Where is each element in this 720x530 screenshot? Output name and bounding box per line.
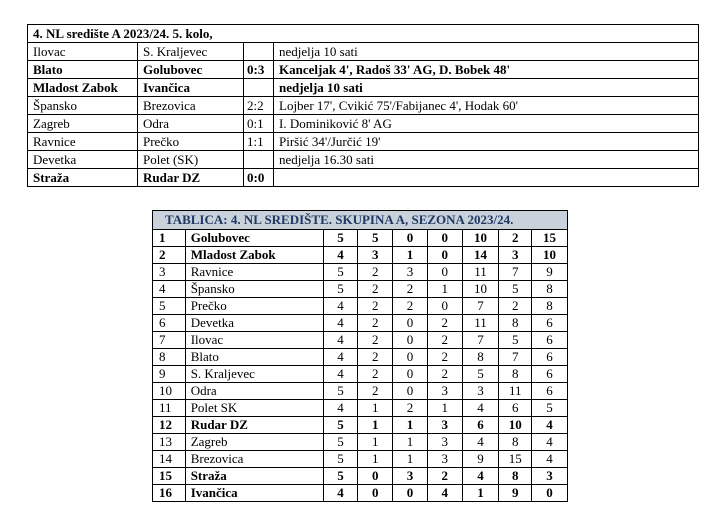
match-home-team: Straža [28, 169, 138, 187]
standings-wins: 0 [358, 468, 393, 485]
match-note: Kanceljak 4', Radoš 33' AG, D. Bobek 48' [274, 61, 699, 79]
match-home-team: Mladost Zabok [28, 79, 138, 97]
standings-points: 3 [532, 468, 568, 485]
standings-title-row [153, 211, 568, 230]
match-note [274, 169, 699, 187]
match-row [28, 115, 699, 133]
standings-goals-against: 8 [499, 315, 532, 332]
standings-goals-against: 3 [499, 247, 532, 264]
standings-goals-for: 10 [462, 281, 499, 298]
standings-draws: 0 [393, 230, 428, 247]
standings-goals-against: 7 [499, 264, 532, 281]
standings-row [153, 434, 568, 451]
standings-position: 9 [153, 366, 186, 383]
standings-team: Polet SK [185, 400, 323, 417]
standings-draws: 1 [393, 434, 428, 451]
standings-draws: 3 [393, 468, 428, 485]
standings-goals-for: 4 [462, 468, 499, 485]
standings-points: 10 [532, 247, 568, 264]
standings-goals-for: 11 [462, 264, 499, 281]
standings-goals-against: 7 [499, 349, 532, 366]
standings-team: Mladost Zabok [185, 247, 323, 264]
standings-position: 2 [153, 247, 186, 264]
standings-position: 14 [153, 451, 186, 468]
standings-played: 4 [323, 315, 358, 332]
match-away-team: Rudar DZ [138, 169, 244, 187]
standings-goals-for: 7 [462, 298, 499, 315]
match-score: 0:0 [244, 169, 274, 187]
standings-row [153, 485, 568, 502]
match-row [28, 43, 699, 61]
standings-goals-for: 8 [462, 349, 499, 366]
standings-losses: 3 [427, 451, 462, 468]
standings-played: 5 [323, 281, 358, 298]
standings-losses: 2 [427, 349, 462, 366]
standings-losses: 3 [427, 383, 462, 400]
standings-draws: 0 [393, 349, 428, 366]
standings-goals-against: 8 [499, 468, 532, 485]
match-score: 0:1 [244, 115, 274, 133]
results-table [27, 24, 699, 187]
standings-wins: 1 [358, 400, 393, 417]
standings-row [153, 315, 568, 332]
standings-title: TABLICA: 4. NL SREDIŠTE. SKUPINA A, SEZONA 2023/24. [153, 211, 568, 230]
standings-wins: 1 [358, 434, 393, 451]
standings-goals-for: 10 [462, 230, 499, 247]
standings-team: S. Kraljevec [185, 366, 323, 383]
match-row [28, 169, 699, 187]
standings-losses: 0 [427, 230, 462, 247]
standings-team: Golubovec [185, 230, 323, 247]
standings-losses: 2 [427, 315, 462, 332]
standings-points: 6 [532, 332, 568, 349]
standings-goals-for: 11 [462, 315, 499, 332]
standings-goals-against: 2 [499, 298, 532, 315]
standings-goals-against: 6 [499, 400, 532, 417]
standings-draws: 3 [393, 264, 428, 281]
standings-position: 4 [153, 281, 186, 298]
standings-points: 6 [532, 315, 568, 332]
standings-goals-for: 4 [462, 400, 499, 417]
standings-team: Ravnice [185, 264, 323, 281]
standings-wins: 2 [358, 332, 393, 349]
standings-position: 5 [153, 298, 186, 315]
standings-points: 6 [532, 349, 568, 366]
standings-position: 15 [153, 468, 186, 485]
standings-row [153, 383, 568, 400]
standings-goals-against: 9 [499, 485, 532, 502]
standings-points: 4 [532, 451, 568, 468]
standings-row [153, 417, 568, 434]
standings-team: Zagreb [185, 434, 323, 451]
standings-draws: 2 [393, 281, 428, 298]
standings-played: 4 [323, 400, 358, 417]
standings-losses: 3 [427, 434, 462, 451]
standings-played: 4 [323, 366, 358, 383]
standings-team: Rudar DZ [185, 417, 323, 434]
standings-position: 11 [153, 400, 186, 417]
standings-wins: 0 [358, 485, 393, 502]
standings-goals-against: 5 [499, 332, 532, 349]
standings-body [153, 211, 568, 502]
match-note: Lojber 17', Cvikić 75'/Fabijanec 4', Hodak 60' [274, 97, 699, 115]
match-row [28, 151, 699, 169]
standings-goals-against: 11 [499, 383, 532, 400]
match-away-team: Prečko [138, 133, 244, 151]
match-home-team: Ilovac [28, 43, 138, 61]
standings-losses: 1 [427, 400, 462, 417]
standings-wins: 1 [358, 417, 393, 434]
match-note: Piršić 34'/Jurčić 19' [274, 133, 699, 151]
standings-draws: 2 [393, 298, 428, 315]
match-away-team: Brezovica [138, 97, 244, 115]
match-home-team: Devetka [28, 151, 138, 169]
standings-points: 15 [532, 230, 568, 247]
standings-wins: 2 [358, 366, 393, 383]
standings-team: Prečko [185, 298, 323, 315]
standings-goals-for: 4 [462, 434, 499, 451]
standings-goals-against: 2 [499, 230, 532, 247]
match-score [244, 79, 274, 97]
standings-losses: 4 [427, 485, 462, 502]
standings-row [153, 451, 568, 468]
standings-row [153, 230, 568, 247]
standings-goals-for: 1 [462, 485, 499, 502]
results-title-row [28, 25, 699, 43]
standings-draws: 0 [393, 485, 428, 502]
standings-losses: 3 [427, 417, 462, 434]
standings-position: 8 [153, 349, 186, 366]
standings-position: 13 [153, 434, 186, 451]
standings-position: 6 [153, 315, 186, 332]
standings-wins: 2 [358, 298, 393, 315]
standings-row [153, 247, 568, 264]
standings-row [153, 366, 568, 383]
standings-table [152, 210, 568, 502]
standings-row [153, 332, 568, 349]
standings-losses: 2 [427, 366, 462, 383]
standings-wins: 2 [358, 349, 393, 366]
match-away-team: Golubovec [138, 61, 244, 79]
match-note: nedjelja 10 sati [274, 79, 699, 97]
standings-played: 4 [323, 332, 358, 349]
standings-played: 5 [323, 383, 358, 400]
standings-team: Blato [185, 349, 323, 366]
standings-points: 5 [532, 400, 568, 417]
standings-goals-against: 8 [499, 434, 532, 451]
standings-losses: 0 [427, 264, 462, 281]
standings-position: 12 [153, 417, 186, 434]
match-away-team: S. Kraljevec [138, 43, 244, 61]
standings-played: 4 [323, 298, 358, 315]
match-away-team: Ivančica [138, 79, 244, 97]
standings-draws: 1 [393, 417, 428, 434]
standings-goals-against: 8 [499, 366, 532, 383]
standings-position: 7 [153, 332, 186, 349]
match-home-team: Špansko [28, 97, 138, 115]
standings-row [153, 400, 568, 417]
standings-played: 4 [323, 485, 358, 502]
standings-losses: 2 [427, 332, 462, 349]
standings-goals-for: 7 [462, 332, 499, 349]
standings-played: 5 [323, 417, 358, 434]
standings-points: 4 [532, 417, 568, 434]
match-home-team: Zagreb [28, 115, 138, 133]
standings-goals-for: 9 [462, 451, 499, 468]
results-body [28, 25, 699, 187]
standings-losses: 0 [427, 247, 462, 264]
standings-points: 0 [532, 485, 568, 502]
match-home-team: Blato [28, 61, 138, 79]
standings-wins: 3 [358, 247, 393, 264]
standings-row [153, 264, 568, 281]
standings-goals-for: 5 [462, 366, 499, 383]
match-score: 2:2 [244, 97, 274, 115]
standings-played: 5 [323, 468, 358, 485]
standings-wins: 2 [358, 315, 393, 332]
standings-draws: 0 [393, 383, 428, 400]
standings-wins: 5 [358, 230, 393, 247]
standings-position: 16 [153, 485, 186, 502]
match-note: I. Dominiković 8' AG [274, 115, 699, 133]
standings-position: 10 [153, 383, 186, 400]
standings-goals-for: 3 [462, 383, 499, 400]
match-row [28, 97, 699, 115]
match-away-team: Polet (SK) [138, 151, 244, 169]
standings-row [153, 468, 568, 485]
standings-team: Odra [185, 383, 323, 400]
standings-team: Brezovica [185, 451, 323, 468]
standings-draws: 1 [393, 451, 428, 468]
standings-played: 5 [323, 434, 358, 451]
match-score: 0:3 [244, 61, 274, 79]
standings-position: 3 [153, 264, 186, 281]
match-row [28, 61, 699, 79]
standings-played: 4 [323, 247, 358, 264]
standings-goals-against: 15 [499, 451, 532, 468]
standings-team: Devetka [185, 315, 323, 332]
standings-draws: 2 [393, 400, 428, 417]
standings-points: 9 [532, 264, 568, 281]
standings-played: 5 [323, 230, 358, 247]
standings-points: 6 [532, 383, 568, 400]
standings-draws: 1 [393, 247, 428, 264]
standings-points: 6 [532, 366, 568, 383]
match-home-team: Ravnice [28, 133, 138, 151]
standings-team: Straža [185, 468, 323, 485]
standings-played: 5 [323, 264, 358, 281]
standings-draws: 0 [393, 332, 428, 349]
match-row [28, 79, 699, 97]
match-away-team: Odra [138, 115, 244, 133]
standings-goals-for: 6 [462, 417, 499, 434]
standings-losses: 1 [427, 281, 462, 298]
standings-wins: 2 [358, 281, 393, 298]
standings-played: 4 [323, 349, 358, 366]
match-score [244, 151, 274, 169]
standings-wins: 2 [358, 264, 393, 281]
standings-row [153, 281, 568, 298]
standings-points: 4 [532, 434, 568, 451]
standings-row [153, 349, 568, 366]
standings-draws: 0 [393, 366, 428, 383]
standings-points: 8 [532, 281, 568, 298]
standings-position: 1 [153, 230, 186, 247]
standings-wins: 2 [358, 383, 393, 400]
standings-team: Ilovac [185, 332, 323, 349]
standings-losses: 0 [427, 298, 462, 315]
standings-losses: 2 [427, 468, 462, 485]
standings-wins: 1 [358, 451, 393, 468]
standings-draws: 0 [393, 315, 428, 332]
match-note: nedjelja 10 sati [274, 43, 699, 61]
standings-goals-against: 10 [499, 417, 532, 434]
match-note: nedjelja 16.30 sati [274, 151, 699, 169]
standings-goals-against: 5 [499, 281, 532, 298]
standings-team: Špansko [185, 281, 323, 298]
standings-team: Ivančica [185, 485, 323, 502]
match-row [28, 133, 699, 151]
results-title: 4. NL središte A 2023/24. 5. kolo, [28, 25, 699, 43]
standings-played: 5 [323, 451, 358, 468]
standings-goals-for: 14 [462, 247, 499, 264]
match-score [244, 43, 274, 61]
match-score: 1:1 [244, 133, 274, 151]
standings-row [153, 298, 568, 315]
standings-points: 8 [532, 298, 568, 315]
